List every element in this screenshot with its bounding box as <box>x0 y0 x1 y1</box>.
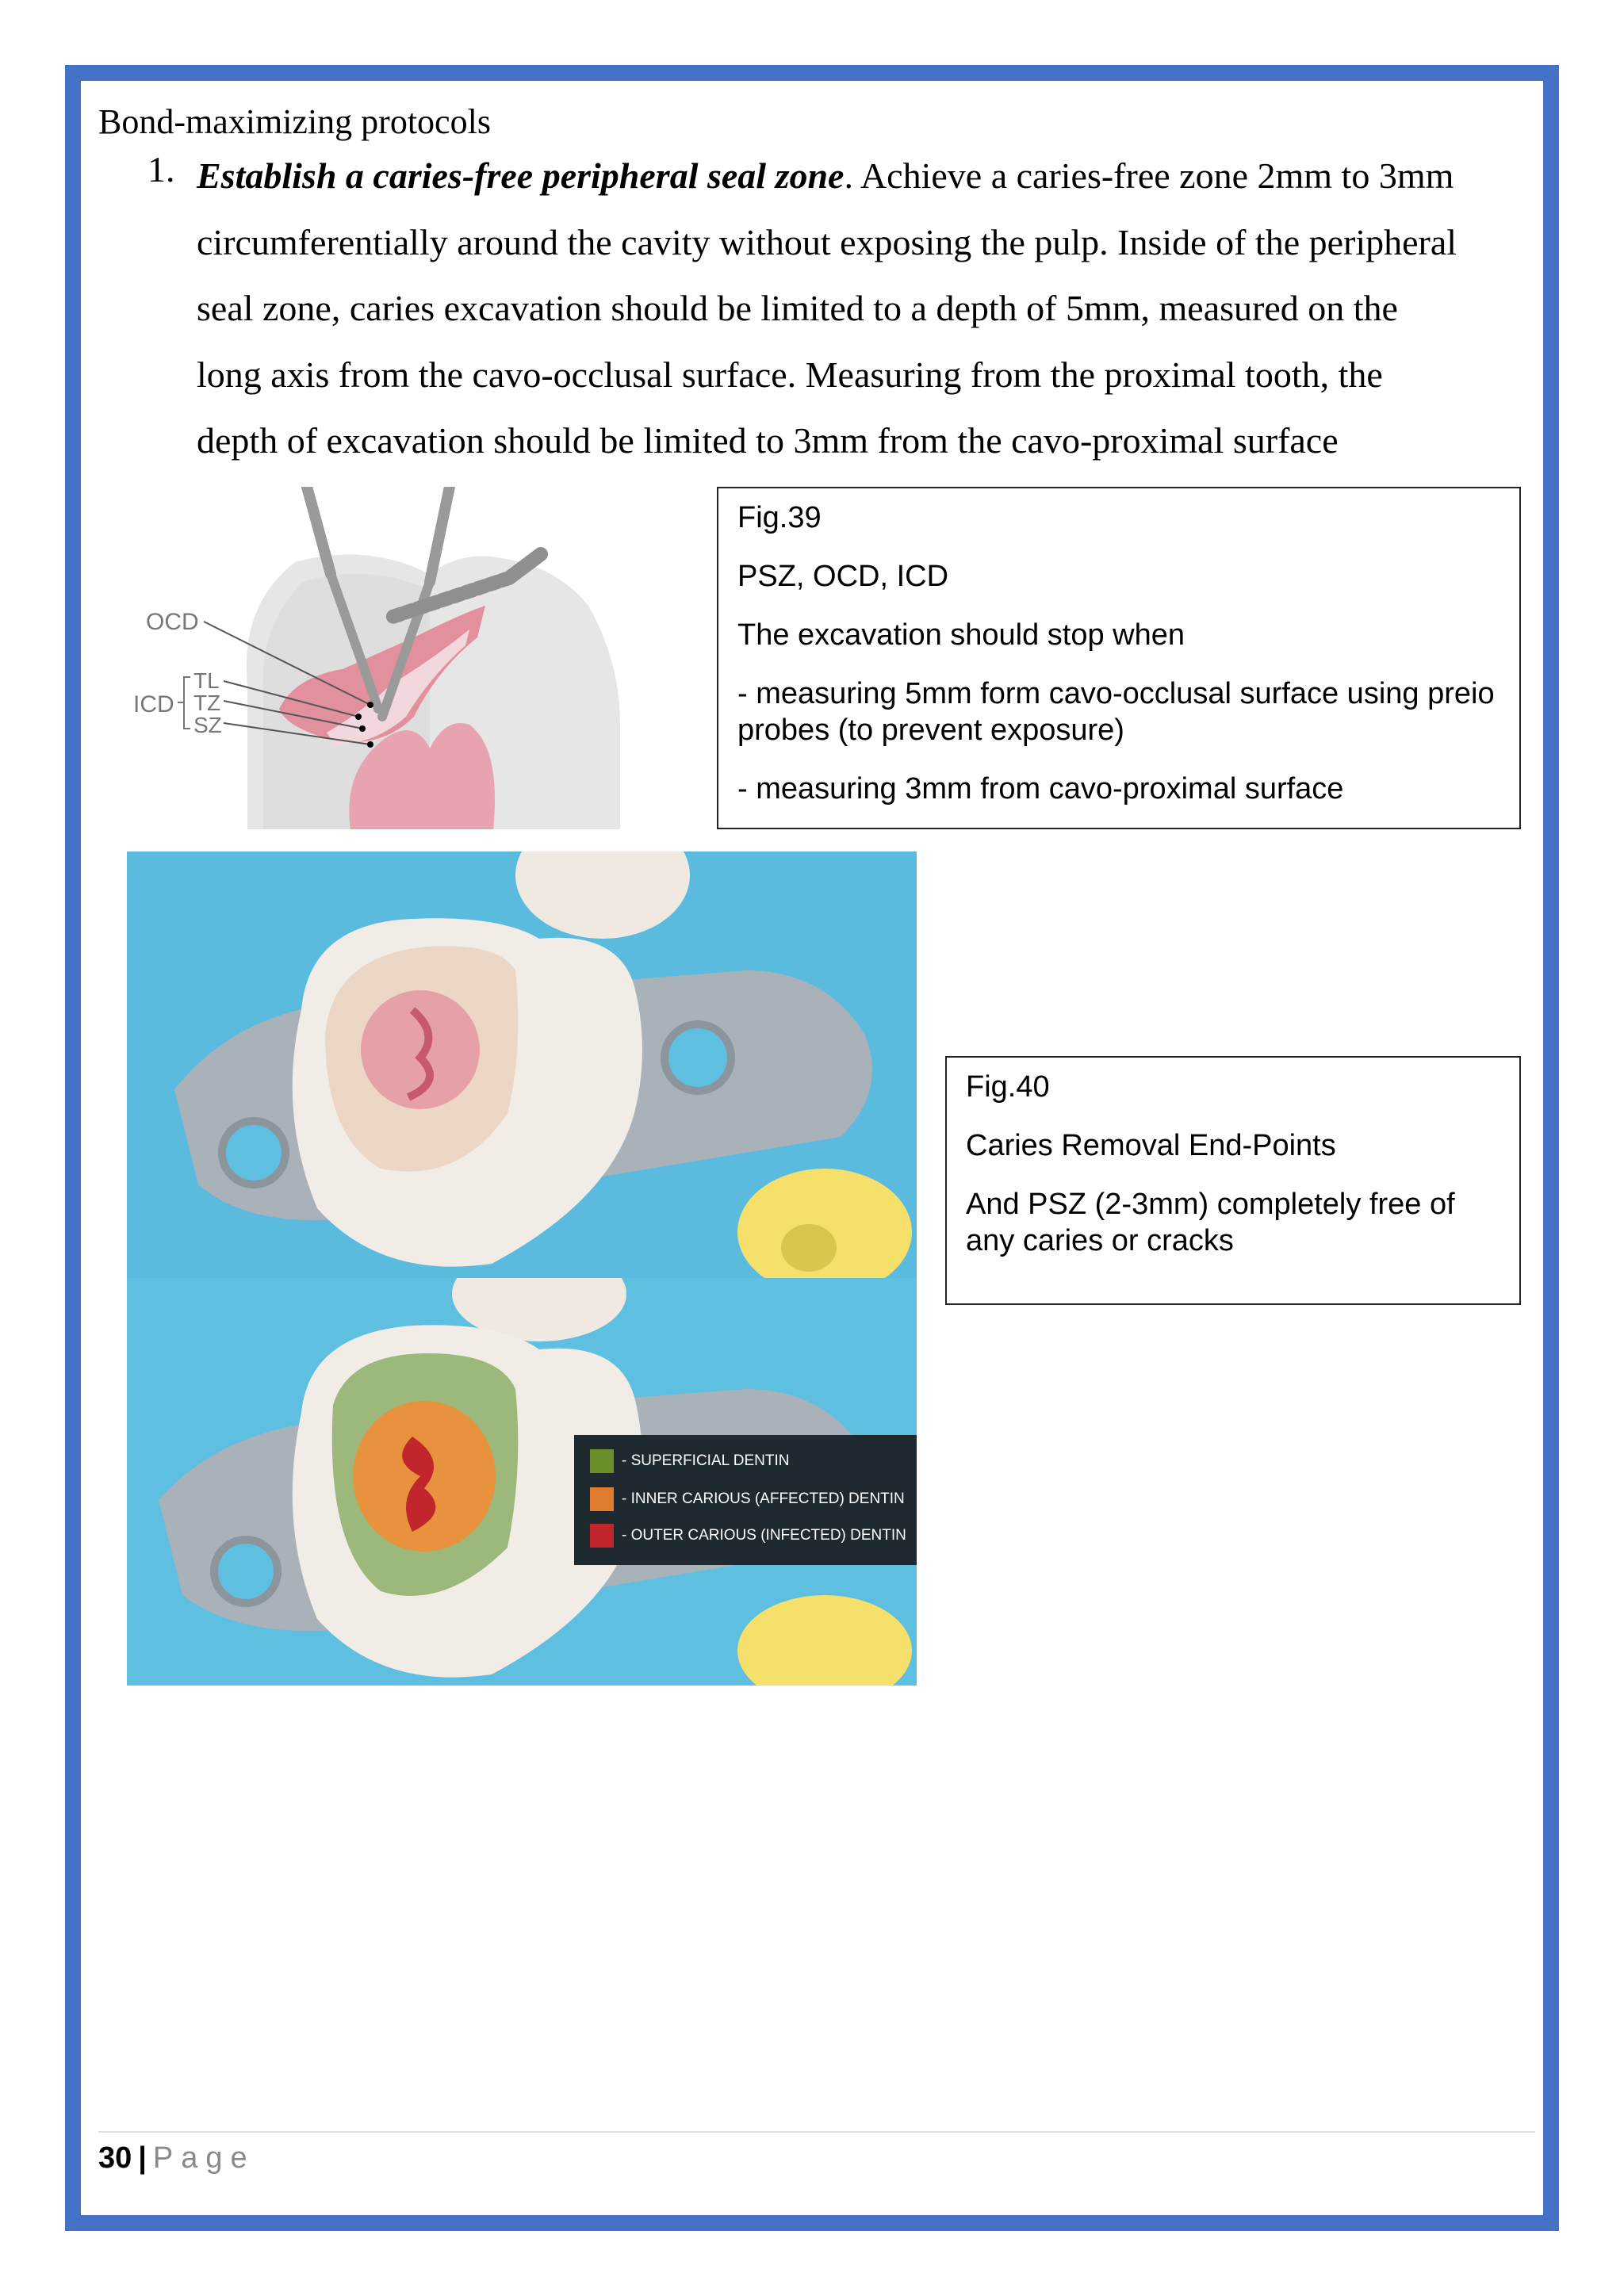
fig40-legend <box>574 1435 917 1565</box>
legend-item <box>590 1448 790 1475</box>
footer-separator: | <box>138 2141 147 2175</box>
fig39-line-1: PSZ, OCD, ICD <box>737 560 949 593</box>
label-icd: ICD <box>133 691 174 718</box>
legend-label: - SUPERFICIAL DENTIN <box>622 1452 790 1469</box>
label-tz: TZ <box>193 691 221 715</box>
fig39-title: Fig.39 <box>737 501 822 534</box>
paragraph-line-4: long axis from the cavo-occlusal surface. Measuring from the proximal tooth, the <box>197 354 1383 395</box>
section-heading: Bond-maximizing protocols <box>98 102 491 141</box>
protocol-lead: Establish a caries-free peripheral seal zone <box>197 155 845 196</box>
paragraph-line-1: . Achieve a caries-free zone 2mm to 3mm <box>844 155 1454 196</box>
footer-divider <box>98 2131 1535 2133</box>
paragraph-line-3: seal zone, caries excavation should be limited to a depth of 5mm, measured on the <box>197 288 1398 328</box>
legend-item <box>590 1522 906 1549</box>
label-ocd: OCD <box>146 609 199 635</box>
list-number: 1. <box>147 149 175 189</box>
page-number: 30 <box>98 2141 132 2175</box>
fig40-line-2: And PSZ (2-3mm) completely free of any caries or cracks <box>966 1188 1455 1257</box>
label-tl: TL <box>193 668 220 693</box>
protocol-paragraph <box>197 143 1529 474</box>
legend-swatch <box>590 1524 614 1548</box>
legend-swatch <box>590 1449 614 1473</box>
fig39-tooth-diagram <box>128 487 620 829</box>
legend-swatch <box>590 1487 614 1511</box>
fig40-title: Fig.40 <box>966 1070 1050 1104</box>
paragraph-line-5: depth of excavation should be limited to 3mm from the cavo-proximal surface <box>197 420 1339 461</box>
fig40-photo-before <box>127 851 917 1278</box>
fig39-line-4: - measuring 3mm from cavo-proximal surface <box>737 772 1344 806</box>
label-sz: SZ <box>193 713 222 737</box>
fig39-line-3: - measuring 5mm form cavo-occlusal surface using preio probes (to prevent exposure) <box>737 677 1495 747</box>
paragraph-line-2: circumferentially around the cavity without exposing the pulp. Inside of the peripheral <box>197 221 1457 262</box>
page-footer <box>98 2139 255 2177</box>
legend-item <box>590 1486 905 1513</box>
fig39-line-2: The excavation should stop when <box>737 618 1185 652</box>
fig39-caption-box <box>717 487 1521 829</box>
legend-label: - INNER CARIOUS (AFFECTED) DENTIN <box>622 1490 905 1507</box>
legend-label: - OUTER CARIOUS (INFECTED) DENTIN <box>622 1527 906 1544</box>
fig39-svg <box>128 487 620 829</box>
fig40-caption-box <box>945 1056 1521 1305</box>
page-word: Page <box>152 2141 255 2175</box>
fig40-line-1: Caries Removal End-Points <box>966 1129 1336 1162</box>
